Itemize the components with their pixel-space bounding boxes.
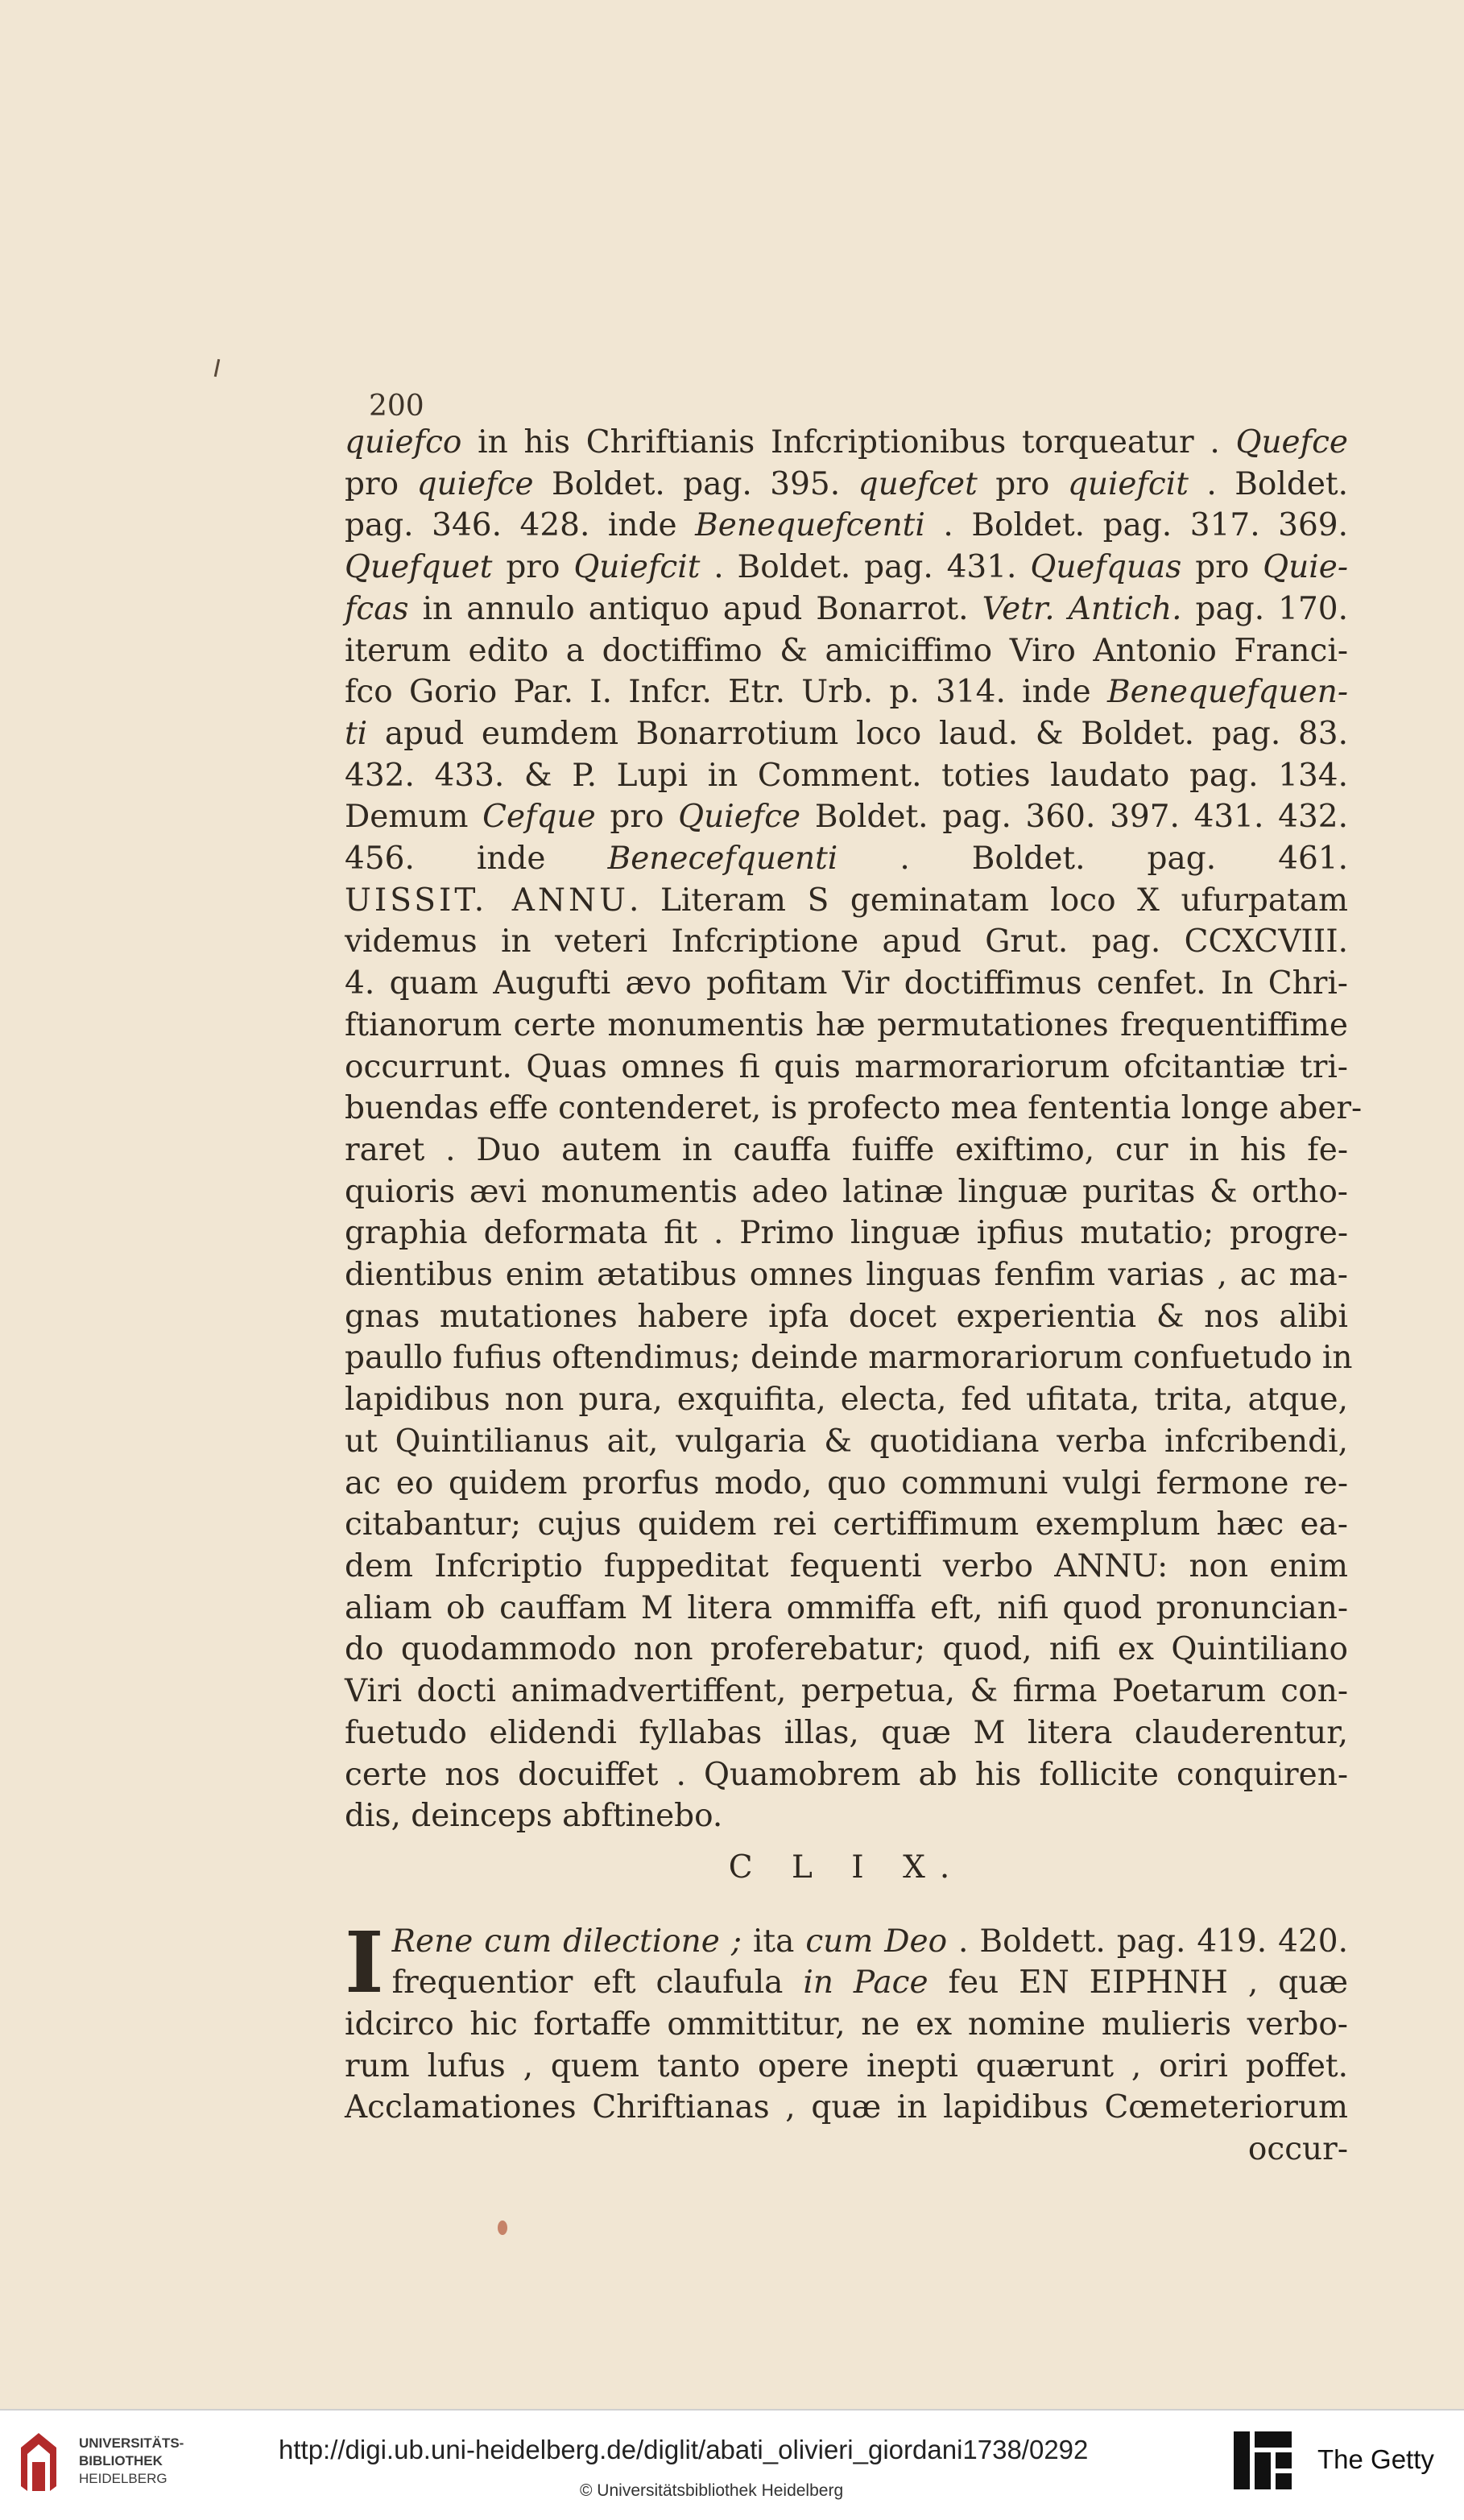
library-name-line3: HEIDELBERG (79, 2471, 167, 2486)
text-segment: . Boldet. (1188, 465, 1348, 502)
section-heading: C L I X. (728, 1849, 965, 1886)
text-segment: Benequefcenti (695, 507, 925, 544)
text-segment: gnas mutationes habere ipfa docet experientia & nos alibi (345, 1298, 1348, 1335)
text-line (345, 963, 1348, 1005)
text-segment: certe nos docuiffet . Quamobrem ab his follicite conquiren- (345, 1756, 1348, 1793)
text-line (345, 1171, 1348, 1213)
paragraph-1 (345, 422, 1363, 1837)
page-number: 200 (369, 390, 424, 423)
text-line (345, 1005, 1348, 1047)
text-line (345, 589, 1348, 630)
text-segment: aliam ob cauffam M litera ommiffa eft, nifi quod pronuncian- (345, 1589, 1348, 1626)
text-segment: feu EN EIPHNH , quæ (928, 1964, 1348, 2002)
library-logo[interactable] (14, 2425, 216, 2506)
text-segment: . Literam S geminatam loco X ufurpatam (629, 882, 1348, 919)
text-segment: . Boldet. pag. 317. 369. (924, 507, 1348, 544)
text-segment: Benecefquenti (607, 841, 838, 878)
text-segment: videmus in veteri Infcriptione apud Grut. pag. CCXCVIII. (345, 923, 1348, 960)
text-segment: in his Chriftianis Infcriptionibus torqueatur . (461, 424, 1236, 461)
text-line (345, 464, 1348, 506)
text-line (345, 755, 1348, 797)
text-line (345, 713, 1348, 755)
text-line (345, 838, 1348, 880)
text-segment: Demum (345, 799, 483, 836)
text-line (345, 671, 1348, 713)
text-line (345, 1463, 1348, 1505)
text-segment: Boldet. pag. 395. (533, 465, 858, 502)
viewer-footer (0, 2409, 1464, 2520)
text-segment: Rene cum dilectione ; (391, 1923, 742, 1960)
text-segment: Cefque (482, 799, 596, 836)
text-segment: ut Quintilianus ait, vulgaria & quotidiana verba infcribendi, (345, 1423, 1348, 1460)
text-segment: pag. 170. (1181, 590, 1348, 627)
text-line (345, 1379, 1348, 1421)
text-segment: quiefce (416, 465, 534, 502)
text-segment: 432. 433. & P. Lupi in Comment. toties laudato pag. 134. (345, 757, 1348, 794)
text-segment: quiefco (345, 424, 462, 461)
text-segment: dis, deinceps abftinebo. (345, 1798, 723, 1835)
text-segment: rum lufus , quem tanto opere inepti quærunt , oriri poffet. (345, 2047, 1348, 2084)
text-line (345, 921, 1348, 963)
library-name-line1: UNIVERSITÄTS- (79, 2435, 184, 2451)
text-segment: do quodammodo non proferebatur; quod, nifi ex Quintiliano (345, 1631, 1348, 1668)
text-segment: fuetudo elidendi fyllabas illas, quæ M litera clauderentur, (345, 1714, 1348, 1751)
text-segment: paullo fufius oftendimus; deinde marmorariorum confuetudo in (345, 1340, 1353, 1377)
catchword: occur- (1247, 2131, 1348, 2168)
text-segment: Vetr. Antich. (982, 590, 1182, 627)
text-segment: Quiefcit (573, 549, 701, 586)
text-line (345, 1546, 1348, 1588)
text-segment: UISSIT. ANNU (345, 882, 629, 919)
text-line (345, 1047, 1348, 1089)
text-segment: fco Gorio Par. I. Infcr. Etr. Urb. p. 314. inde (345, 674, 1107, 711)
text-line (345, 1212, 1348, 1254)
text-line (345, 1130, 1348, 1171)
text-line (345, 1754, 1348, 1796)
copyright-notice: © Universitätsbibliothek Heidelberg (580, 2481, 844, 2500)
text-segment: Acclamationes Chriftianas , quæ in lapidibus Cœmeteriorum (345, 2089, 1348, 2126)
text-line (345, 1421, 1348, 1463)
paragraph-2 (345, 1912, 1348, 2130)
text-segment: iterum edito a doctiffimo & amiciffimo Viro Antonio Franci- (345, 632, 1348, 669)
text-line (345, 1088, 1363, 1130)
text-line (345, 1337, 1353, 1379)
permalink-url[interactable]: http://digi.ub.uni-heidelberg.de/diglit/abati_olivieri_giordani1738/0292 (279, 2435, 1089, 2464)
text-line (345, 2046, 1348, 2088)
text-segment: pag. 346. 428. inde (345, 507, 696, 544)
text-segment: dientibus enim ætatibus omnes linguas fenfim varias , ac ma- (345, 1257, 1348, 1294)
text-segment: occurrunt. Quas omnes fi quis marmorariorum ofcitantiæ tri- (345, 1048, 1348, 1085)
ink-stain (498, 2220, 507, 2235)
getty-label: The Getty (1317, 2444, 1434, 2474)
text-line (345, 547, 1348, 589)
text-line (345, 1254, 1348, 1296)
text-line (345, 1671, 1348, 1712)
text-line (345, 630, 1348, 672)
text-segment: . Boldett. pag. 419. 420. (947, 1923, 1348, 1960)
text-segment: graphia deformata fit . Primo linguæ ipfius mutatio; progre- (345, 1215, 1348, 1252)
text-segment: dem Infcriptio fuppeditat fequenti verbo ANNU: non enim (345, 1547, 1348, 1584)
text-segment: buendas effe contenderet, is profecto mea fententia longe aber- (345, 1090, 1363, 1127)
text-segment: . Boldet. pag. 461. (837, 841, 1348, 878)
text-line (345, 1712, 1348, 1754)
text-segment: Quefquas (1030, 549, 1182, 586)
text-line (345, 2087, 1348, 2129)
text-line (345, 1296, 1348, 1338)
getty-logo-icon[interactable] (1230, 2428, 1295, 2493)
text-segment: ita (741, 1923, 806, 1960)
text-segment: raret . Duo autem in cauffa fuiffe exiftimo, cur in his fe- (345, 1131, 1348, 1168)
text-segment: pro (1181, 549, 1263, 586)
text-segment: Viri docti animadvertiffent, perpetua, & firma Poetarum con- (345, 1673, 1348, 1710)
text-line (345, 2004, 1348, 2046)
main-text (345, 422, 1363, 2171)
text-segment: Quie- (1263, 549, 1348, 586)
text-segment: 4. quam Augufti ævo pofitam Vir doctiffimus cenfet. In Chri- (345, 965, 1348, 1002)
text-line (345, 1795, 1348, 1837)
text-line (345, 422, 1348, 464)
text-segment: pro (492, 549, 574, 586)
library-name-line2: BIBLIOTHEK (79, 2453, 163, 2468)
text-line (345, 1629, 1348, 1671)
text-segment: pro (977, 465, 1068, 502)
text-segment: Quefce (1235, 424, 1348, 461)
text-segment: citabantur; cujus quidem rei certiffimum exemplum hæc ea- (345, 1506, 1348, 1543)
text-segment: lapidibus non pura, exquifita, electa, fed ufitata, trita, atque, (345, 1382, 1348, 1419)
text-segment: Boldet. pag. 360. 397. 431. 432. (800, 799, 1348, 836)
library-crest-icon (14, 2430, 63, 2494)
text-segment: idcirco hic fortaffe ommittitur, ne ex nomine mulieris verbo- (345, 2006, 1348, 2043)
text-segment: ti (345, 715, 368, 752)
text-segment: . Boldet. pag. 431. (700, 549, 1031, 586)
text-segment: quefcet (858, 465, 978, 502)
text-segment: apud eumdem Bonarrotium loco laud. & Boldet. pag. 83. (367, 715, 1348, 752)
margin-mark (214, 359, 221, 377)
text-line (345, 880, 1348, 922)
text-line (345, 1504, 1348, 1546)
text-line (345, 505, 1348, 547)
text-segment: ac eo quidem prorfus modo, quo communi vulgi fermone re- (345, 1464, 1348, 1502)
text-segment: 456. inde (345, 841, 608, 878)
text-segment: pro (595, 799, 679, 836)
text-segment: cum Deo (805, 1923, 948, 1960)
text-line (345, 796, 1348, 838)
text-segment: ftianorum certe monumentis hæ permutationes frequentiffime (345, 1006, 1348, 1043)
text-segment: Quefquet (345, 549, 493, 586)
text-segment: in Pace (803, 1964, 928, 2002)
text-segment: Benequefquen- (1107, 674, 1348, 711)
text-line (345, 1921, 1348, 1963)
text-segment: pro (345, 465, 417, 502)
drop-cap: I (345, 1912, 384, 2012)
text-segment: Quiefce (678, 799, 801, 836)
text-segment: fcas (345, 590, 409, 627)
text-segment: quioris ævi monumentis adeo latinæ linguæ puritas & ortho- (345, 1173, 1348, 1210)
text-line (345, 1588, 1348, 1630)
text-segment: in annulo antiquo apud Bonarrot. (408, 590, 982, 627)
text-line (345, 1962, 1348, 2004)
text-segment: quiefcit (1067, 465, 1189, 502)
text-segment: frequentior eft claufula (391, 1964, 804, 2002)
